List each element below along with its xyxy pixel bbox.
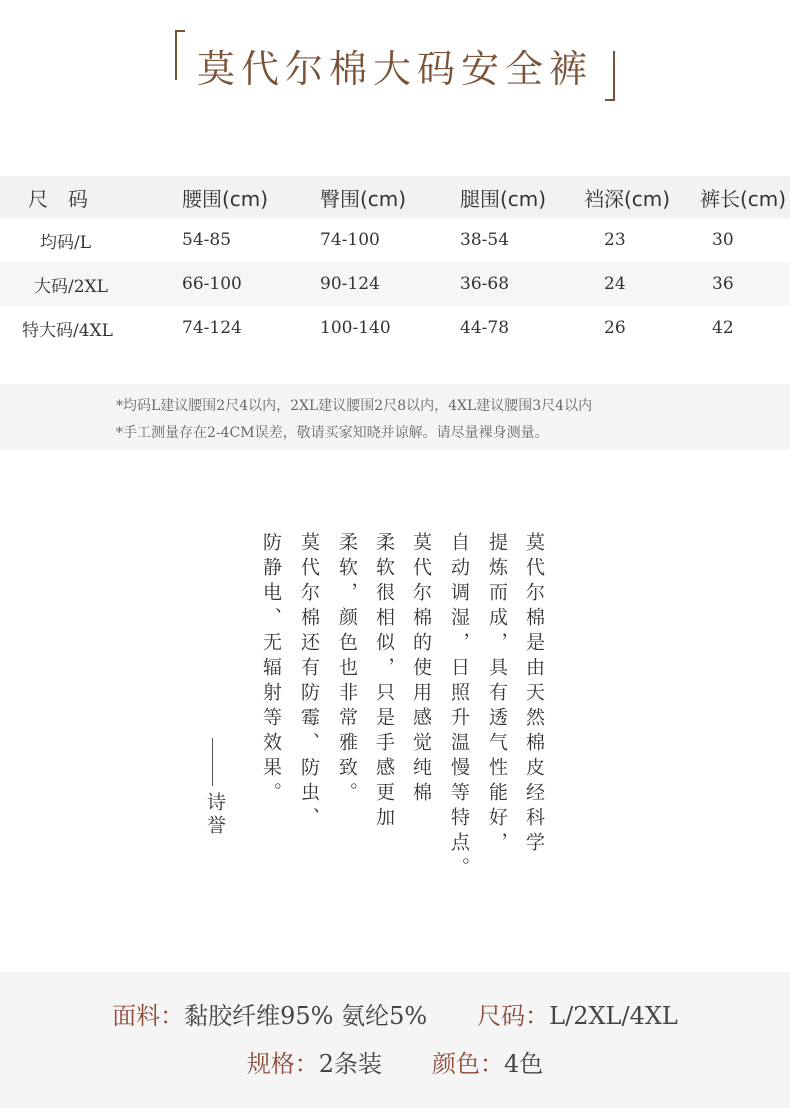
spec-box <box>0 972 790 1108</box>
size-table <box>0 176 790 350</box>
table-cell: 特大码/4XL <box>22 320 113 341</box>
table-cell: 23 <box>604 230 626 250</box>
title-bracket-right <box>605 51 615 101</box>
table-cell: 36-68 <box>460 262 584 306</box>
table-cell: 36 <box>700 262 790 306</box>
color-label: 颜色： <box>432 1050 504 1078</box>
table-cell: 44-78 <box>460 318 510 338</box>
table-cell: 30 <box>712 230 734 250</box>
spec-value: 2条装 <box>318 1050 382 1078</box>
poem-column: 防静电、无辐射等效果。 <box>260 532 282 807</box>
poem-column: 莫代尔棉的使用感觉纯棉 <box>410 532 432 807</box>
poem-column: 自动调湿，日照升温慢等特点。 <box>448 532 470 882</box>
table-cell: 42 <box>712 318 734 338</box>
table-cell: 大码/2XL <box>0 262 182 306</box>
poem-column: 柔软，颜色也非常雅致。 <box>336 532 358 807</box>
spec-line-1 <box>0 996 790 1031</box>
title-block <box>0 30 790 101</box>
table-row <box>0 218 790 262</box>
table-cell: 26 <box>604 318 626 338</box>
poem-author: 诗誉 <box>204 792 226 838</box>
title-bracket-left <box>175 30 185 80</box>
header-hip: 臀围(cm) <box>320 176 460 218</box>
poem-column: 柔软很相似，只是手感更加 <box>373 532 395 832</box>
table-cell: 38-54 <box>460 230 510 250</box>
fabric-label: 面料： <box>112 1002 185 1030</box>
table-row <box>0 306 790 350</box>
poem-column: 莫代尔棉还有防霉、防虫、 <box>298 532 320 832</box>
notes-box <box>0 384 790 450</box>
header-rise: 裆深(cm) <box>584 176 700 218</box>
header-length: 裤长(cm) <box>700 176 790 218</box>
table-header-row <box>0 176 790 218</box>
poem-column: 莫代尔棉是由天然棉皮经科学 <box>523 532 545 857</box>
table-cell: 90-124 <box>320 262 460 306</box>
header-thigh: 腿围(cm) <box>460 176 584 218</box>
table-cell: 24 <box>584 262 700 306</box>
note-measure-error: *手工测量存在2-4CM误差，敬请买家知晓并谅解。请尽量裸身测量。 <box>116 425 549 441</box>
poem-column: 提炼而成，具有透气性能好， <box>486 532 508 857</box>
note-waist-advice: *均码L建议腰围2尺4以内，2XL建议腰围2尺8以内，4XL建议腰围3尺4以内 <box>116 398 593 414</box>
size-value: L/2XL/4XL <box>549 1002 678 1030</box>
table-cell: 均码/L <box>40 232 92 253</box>
size-label: 尺码： <box>477 1002 550 1030</box>
header-waist: 腰围(cm) <box>182 176 320 218</box>
table-cell: 66-100 <box>182 262 320 306</box>
author-dash <box>212 738 213 786</box>
spec-line-2 <box>0 1044 790 1079</box>
table-cell: 74-100 <box>320 230 380 250</box>
table-cell: 74-124 <box>182 318 242 338</box>
table-row <box>0 262 790 306</box>
table-cell: 54-85 <box>182 230 232 250</box>
color-value: 4色 <box>504 1050 544 1078</box>
spec-label: 规格： <box>246 1050 319 1078</box>
page-title <box>175 30 615 101</box>
header-size: 尺 码 <box>0 176 182 218</box>
page-title-text: 莫代尔棉大码安全裤 <box>196 47 593 91</box>
table-cell: 100-140 <box>320 318 391 338</box>
fabric-value: 黏胶纤维95% 氨纶5% <box>184 1002 428 1030</box>
